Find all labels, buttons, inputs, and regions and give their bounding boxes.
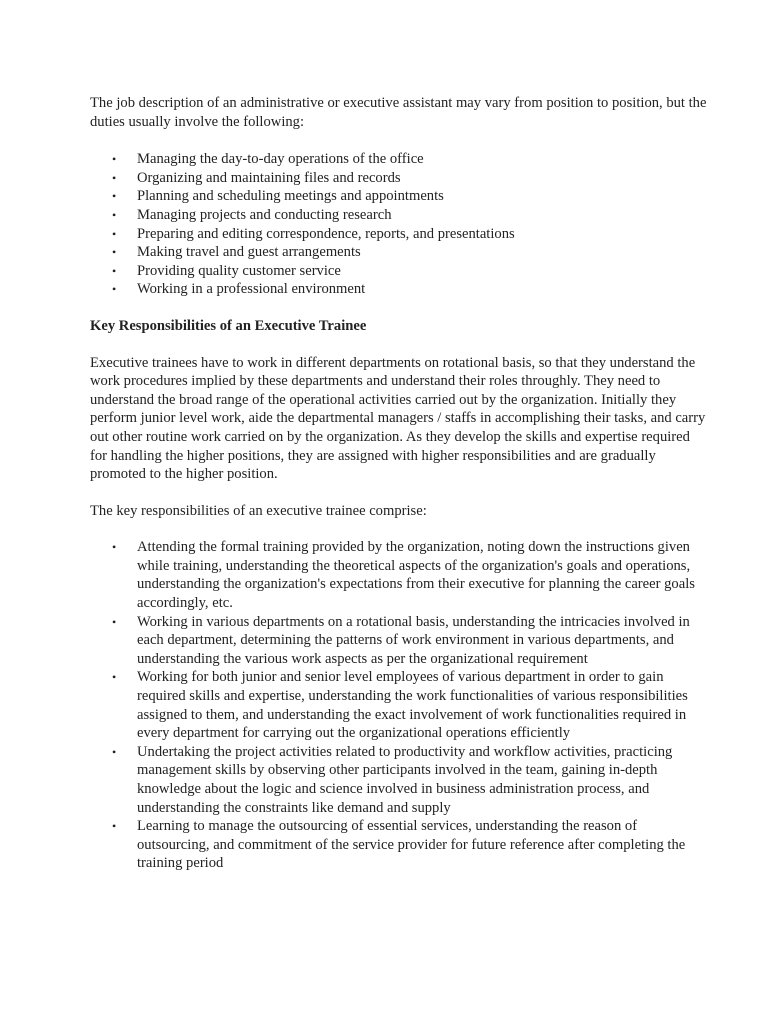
list-item: • Working in a professional environment [112, 281, 366, 298]
bullet-icon: • [112, 207, 117, 222]
list-item: • Planning and scheduling meetings and appointments [112, 188, 444, 205]
list-item: • Organizing and maintaining files and records [112, 169, 401, 186]
bullet-icon: • [112, 226, 117, 241]
list-item: • Preparing and editing correspondence, reports, and presentations [112, 225, 515, 242]
list-item: • Undertaking the project activities related to productivity and workflow activities, practicing management skills by observing other participants involved in the team, gaining in-depth knowledge about the logic and science involved in business administration process, and understanding the constraints like demand and supply [112, 743, 673, 816]
responsibilities-list [90, 538, 710, 873]
bullet-icon: • [112, 819, 117, 834]
section-paragraph: Executive trainees have to work in different departments on rotational basis, so that they understand the work procedures implied by these departments and understand their roles throughly. They need to understand the broad range of the operational activities carried out by the organization. Initially they perform junior level work, aide the departmental managers / staffs in accomplishing their tasks, and carry out other routine work carried on by the organization. As they develop the skills and expertise required for handling the higher positions, they are assigned with higher responsibilities and are gradually promoted to the higher position. [90, 354, 706, 483]
bullet-icon: • [112, 170, 117, 185]
list-item: • Learning to manage the outsourcing of essential services, understanding the reason of outsourcing, and commitment of the service provider for future reference after completing the training period [112, 818, 686, 872]
duties-list [90, 150, 710, 299]
bullet-icon: • [112, 263, 117, 278]
list-item: • Attending the formal training provided by the organization, noting down the instructions given while training, understanding the theoretical aspects of the organization's goals and operations, understanding the organization's expectations from their executive for planning the career goals accordingly, etc. [112, 539, 695, 612]
bullet-icon: • [112, 670, 117, 685]
bullet-icon: • [112, 744, 117, 759]
bullet-icon: • [112, 189, 117, 204]
list-item: • Working for both junior and senior level employees of various department in order to gain required skills and expertise, understanding the work functionalities of various responsibilities assigned to them, and understanding the exact involvement of work functionalities required in every department for carrying out the organizational operations efficiently [112, 669, 688, 742]
section-heading: Key Responsibilities of an Executive Trainee [90, 317, 367, 334]
responsibilities-intro: The key responsibilities of an executive trainee comprise: [90, 502, 427, 519]
list-item: • Managing the day-to-day operations of the office [112, 151, 424, 168]
bullet-icon: • [112, 540, 117, 555]
list-item: • Making travel and guest arrangements [112, 244, 361, 261]
list-item: • Providing quality customer service [112, 262, 341, 279]
intro-paragraph: The job description of an administrative or executive assistant may vary from position to position, but the duties usually involve the following: [90, 95, 707, 130]
bullet-icon: • [112, 614, 117, 629]
document-page [90, 94, 710, 873]
list-item: • Working in various departments on a rotational basis, understanding the intricacies involved in each department, determining the patterns of work environment in various departments, and understanding the various work aspects as per the organizational requirement [112, 613, 690, 667]
bullet-icon: • [112, 282, 117, 297]
bullet-icon: • [112, 245, 117, 260]
bullet-icon: • [112, 152, 117, 167]
list-item: • Managing projects and conducting research [112, 206, 392, 223]
